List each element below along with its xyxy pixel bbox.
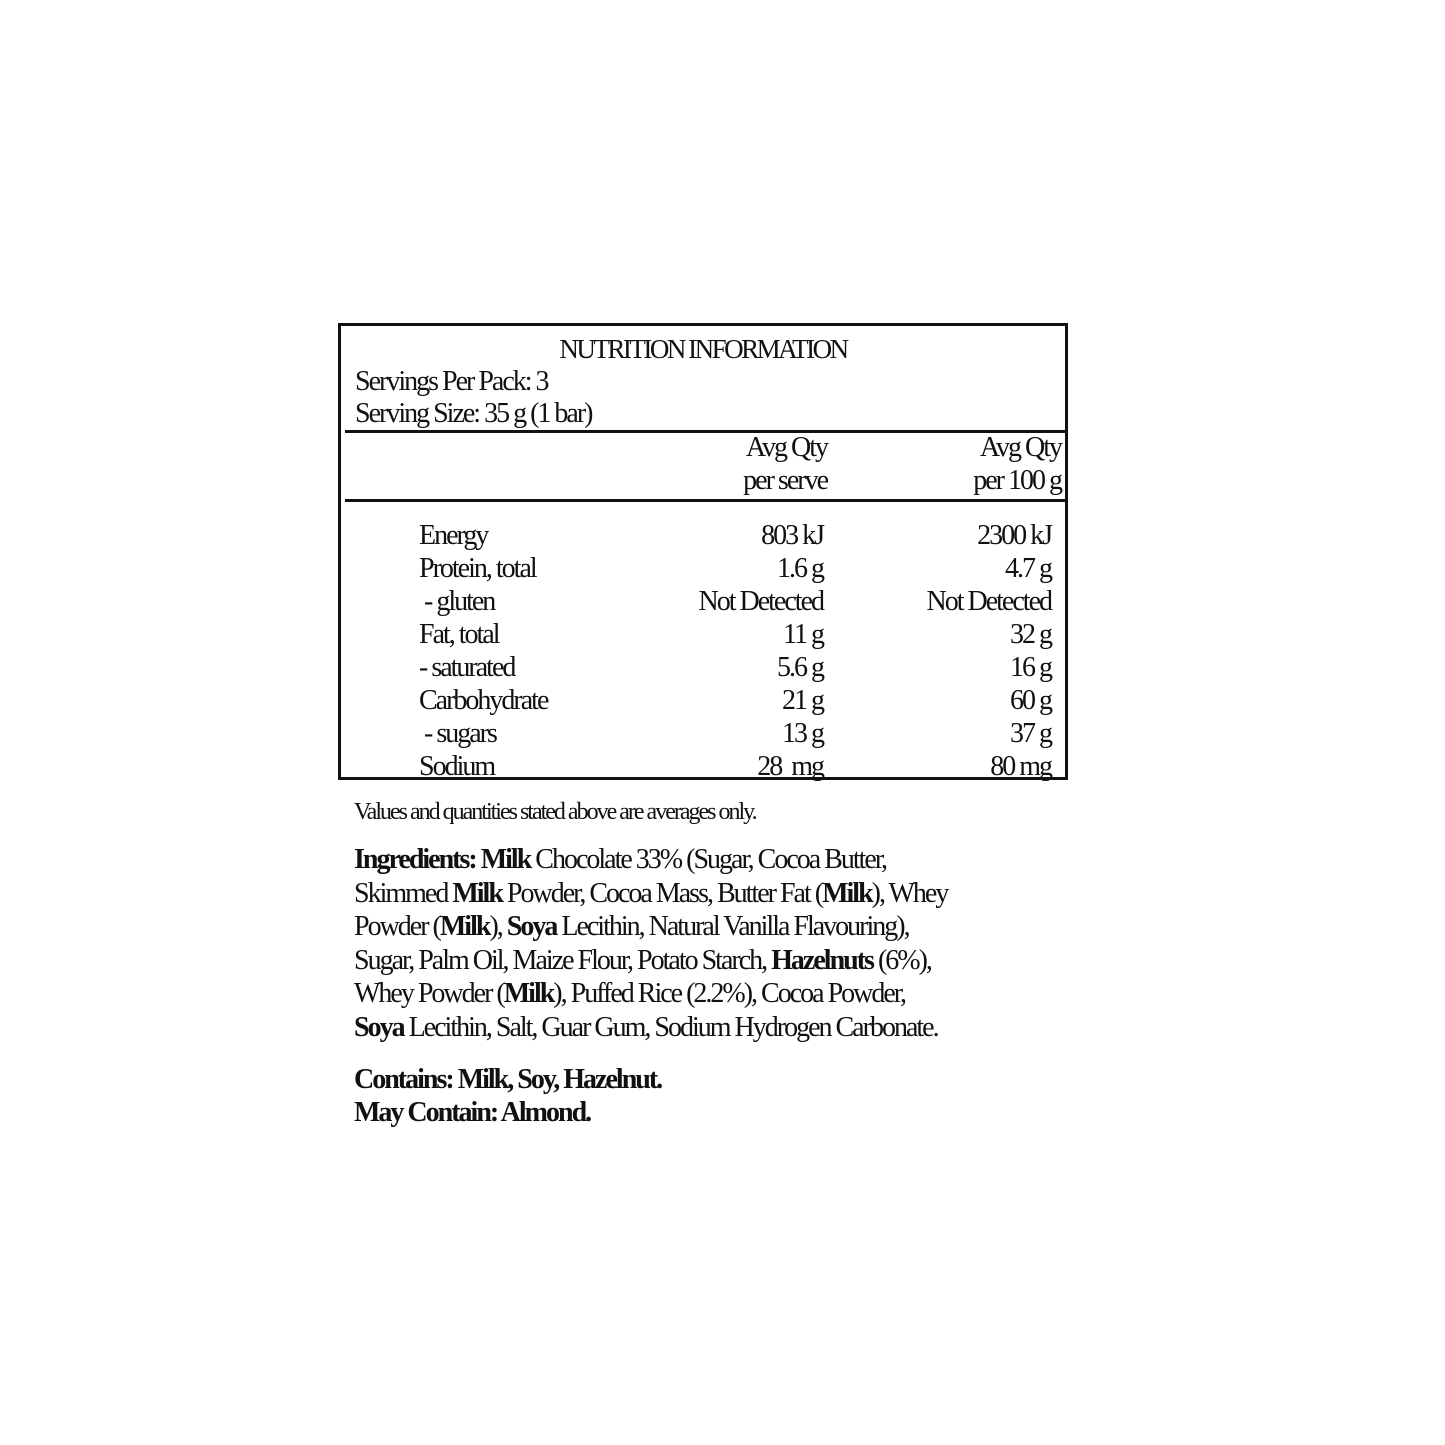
- contains-line: Contains: Milk, Soy, Hazelnut.: [354, 1064, 662, 1095]
- ingredients-line-4: Sugar, Palm Oil, Maize Flour, Potato Starch, Hazelnuts (6%),: [354, 944, 931, 976]
- col-head-per-serve: Avg Qty per serve: [743, 432, 827, 496]
- row-per-100g: 32 g: [1010, 619, 1051, 650]
- header-rule: [345, 430, 1065, 433]
- row-gluten: [341, 585, 1065, 618]
- row-per-serve: 28 mg: [757, 751, 823, 782]
- row-per-100g: Not Detected: [926, 586, 1051, 617]
- allergen-milk: Milk: [503, 978, 554, 1010]
- ingredients-line-1: Ingredients: Milk Chocolate 33% (Sugar, Cocoa Butter,: [354, 844, 887, 875]
- servings-per-pack: Servings Per Pack: 3: [355, 366, 548, 397]
- allergen-milk: Milk: [439, 911, 490, 943]
- row-per-serve: 803 kJ: [761, 520, 823, 551]
- serving-size: Serving Size: 35 g (1 bar): [355, 398, 592, 429]
- row-carbohydrate: [341, 684, 1065, 717]
- row-fat: [341, 618, 1065, 651]
- ingredients-line-5: Whey Powder (Milk), Puffed Rice (2.2%), Cocoa Powder,: [354, 978, 906, 1010]
- allergen-hazelnuts: Hazelnuts: [771, 944, 873, 976]
- row-label: Carbohydrate: [419, 685, 548, 716]
- row-per-serve: 21 g: [782, 685, 823, 716]
- ingredients-heading: Ingredients:: [354, 844, 476, 875]
- row-label: - gluten: [419, 586, 495, 617]
- row-per-serve: 13 g: [782, 718, 823, 749]
- averages-note: Values and quantities stated above are averages only.: [354, 799, 756, 825]
- row-energy: [341, 519, 1065, 552]
- allergen-soya: Soya: [354, 1011, 404, 1043]
- row-saturated: [341, 651, 1065, 684]
- row-per-serve: 11 g: [783, 619, 823, 650]
- row-label: Fat, total: [419, 619, 499, 650]
- allergen-milk: Milk: [822, 877, 872, 909]
- row-per-100g: 80 mg: [990, 751, 1051, 782]
- column-head-rule: [345, 499, 1065, 502]
- row-sodium: [341, 750, 1065, 783]
- row-per-100g: 2300 kJ: [977, 520, 1051, 551]
- row-label: Energy: [419, 520, 488, 551]
- row-per-100g: 60 g: [1010, 685, 1051, 716]
- allergen-milk: Milk: [452, 877, 502, 909]
- ingredients-line-2: Skimmed Milk Powder, Cocoa Mass, Butter Fat (Milk), Whey: [354, 877, 948, 909]
- row-protein: [341, 552, 1065, 585]
- row-label: Sodium: [419, 751, 495, 782]
- row-sugars: [341, 717, 1065, 750]
- allergen-soya: Soya: [506, 911, 557, 943]
- allergen-milk: Milk: [480, 844, 531, 875]
- row-per-serve: 1.6 g: [777, 553, 823, 584]
- row-per-serve: Not Detected: [698, 586, 823, 617]
- row-per-100g: 4.7 g: [1005, 553, 1051, 584]
- row-per-100g: 16 g: [1010, 652, 1051, 683]
- row-per-100g: 37 g: [1010, 718, 1051, 749]
- row-per-serve: 5.6 g: [777, 652, 823, 683]
- ingredients-line-3: Powder (Milk), Soya Lecithin, Natural Vanilla Flavouring),: [354, 911, 909, 943]
- may-contain-line: May Contain: Almond.: [354, 1097, 591, 1128]
- row-label: - saturated: [419, 652, 515, 683]
- allergen-statement: [354, 1063, 661, 1129]
- ingredients-line-6: Soya Lecithin, Salt, Guar Gum, Sodium Hydrogen Carbonate.: [354, 1011, 938, 1043]
- row-label: Protein, total: [419, 553, 536, 584]
- col-head-per-100g: Avg Qty per 100 g: [973, 432, 1061, 496]
- nutrition-panel: [338, 323, 1068, 780]
- ingredients-statement: [354, 843, 1114, 1045]
- panel-title: NUTRITION INFORMATION: [559, 334, 847, 364]
- row-label: - sugars: [419, 718, 496, 749]
